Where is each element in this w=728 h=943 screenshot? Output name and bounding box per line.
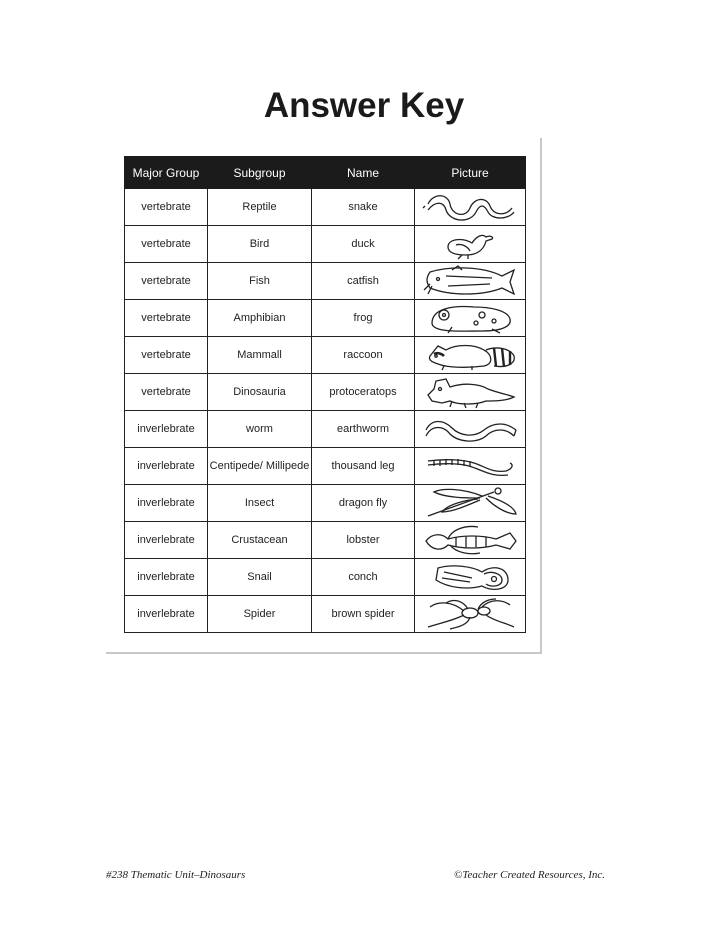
table-row — [125, 596, 526, 633]
cell-name: protoceratops — [312, 374, 415, 411]
earthworm-icon — [422, 412, 518, 446]
table-row — [125, 263, 526, 300]
cell-major-group: vertebrate — [125, 263, 208, 300]
cell-subgroup: Centipede/ Millipede — [208, 448, 312, 485]
cell-name: duck — [312, 226, 415, 263]
table-row — [125, 189, 526, 226]
footer-unit-label: #238 Thematic Unit–Dinosaurs — [106, 869, 246, 881]
spider-icon — [422, 597, 518, 631]
cell-picture — [415, 448, 526, 485]
cell-major-group: vertebrate — [125, 300, 208, 337]
cell-picture — [415, 300, 526, 337]
cell-subgroup: Insect — [208, 485, 312, 522]
cell-major-group: inverlebrate — [125, 411, 208, 448]
cell-major-group: inverlebrate — [125, 448, 208, 485]
cell-major-group: inverlebrate — [125, 596, 208, 633]
cell-picture — [415, 189, 526, 226]
cell-name: snake — [312, 189, 415, 226]
cell-picture — [415, 485, 526, 522]
cell-subgroup: Mammall — [208, 337, 312, 374]
cell-name: thousand leg — [312, 448, 415, 485]
cell-major-group: vertebrate — [125, 226, 208, 263]
cell-name: lobster — [312, 522, 415, 559]
cell-subgroup: Dinosauria — [208, 374, 312, 411]
cell-major-group: inverlebrate — [125, 559, 208, 596]
cell-subgroup: worm — [208, 411, 312, 448]
table-row — [125, 226, 526, 263]
duck-icon — [422, 227, 518, 261]
cell-subgroup: Bird — [208, 226, 312, 263]
cell-major-group: vertebrate — [125, 374, 208, 411]
cell-subgroup: Amphibian — [208, 300, 312, 337]
cell-name: frog — [312, 300, 415, 337]
cell-major-group: vertebrate — [125, 337, 208, 374]
cell-picture — [415, 559, 526, 596]
cell-subgroup: Reptile — [208, 189, 312, 226]
cell-picture — [415, 226, 526, 263]
cell-name: earthworm — [312, 411, 415, 448]
cell-subgroup: Fish — [208, 263, 312, 300]
snake-icon — [422, 190, 518, 224]
table-header-row — [125, 157, 526, 189]
header-major-group: Major Group — [125, 157, 208, 189]
conch-icon — [422, 560, 518, 594]
cell-name: conch — [312, 559, 415, 596]
header-picture: Picture — [415, 157, 526, 189]
lobster-icon — [422, 523, 518, 557]
table-row — [125, 300, 526, 337]
header-subgroup: Subgroup — [208, 157, 312, 189]
cell-major-group: inverlebrate — [125, 522, 208, 559]
table-row — [125, 485, 526, 522]
cell-name: raccoon — [312, 337, 415, 374]
cell-name: brown spider — [312, 596, 415, 633]
frame-border-bottom — [106, 652, 542, 654]
cell-picture — [415, 263, 526, 300]
cell-name: dragon fly — [312, 485, 415, 522]
dragonfly-icon — [422, 486, 518, 520]
cell-major-group: inverlebrate — [125, 485, 208, 522]
protoceratops-icon — [422, 375, 518, 409]
table-row — [125, 374, 526, 411]
header-name: Name — [312, 157, 415, 189]
table-row — [125, 522, 526, 559]
frog-icon — [422, 301, 518, 335]
cell-major-group: vertebrate — [125, 189, 208, 226]
cell-picture — [415, 522, 526, 559]
frame-border-right — [540, 138, 542, 654]
table-row — [125, 448, 526, 485]
page-title: Answer Key — [263, 86, 465, 125]
cell-subgroup: Snail — [208, 559, 312, 596]
cell-picture — [415, 337, 526, 374]
cell-name: catfish — [312, 263, 415, 300]
table-row — [125, 411, 526, 448]
answer-key-table — [124, 156, 526, 633]
millipede-icon — [422, 449, 518, 483]
catfish-icon — [422, 264, 518, 298]
cell-picture — [415, 411, 526, 448]
raccoon-icon — [422, 338, 518, 372]
cell-picture — [415, 596, 526, 633]
cell-subgroup: Spider — [208, 596, 312, 633]
table-row — [125, 559, 526, 596]
footer-copyright: ©Teacher Created Resources, Inc. — [454, 869, 606, 881]
table-row — [125, 337, 526, 374]
cell-subgroup: Crustacean — [208, 522, 312, 559]
cell-picture — [415, 374, 526, 411]
